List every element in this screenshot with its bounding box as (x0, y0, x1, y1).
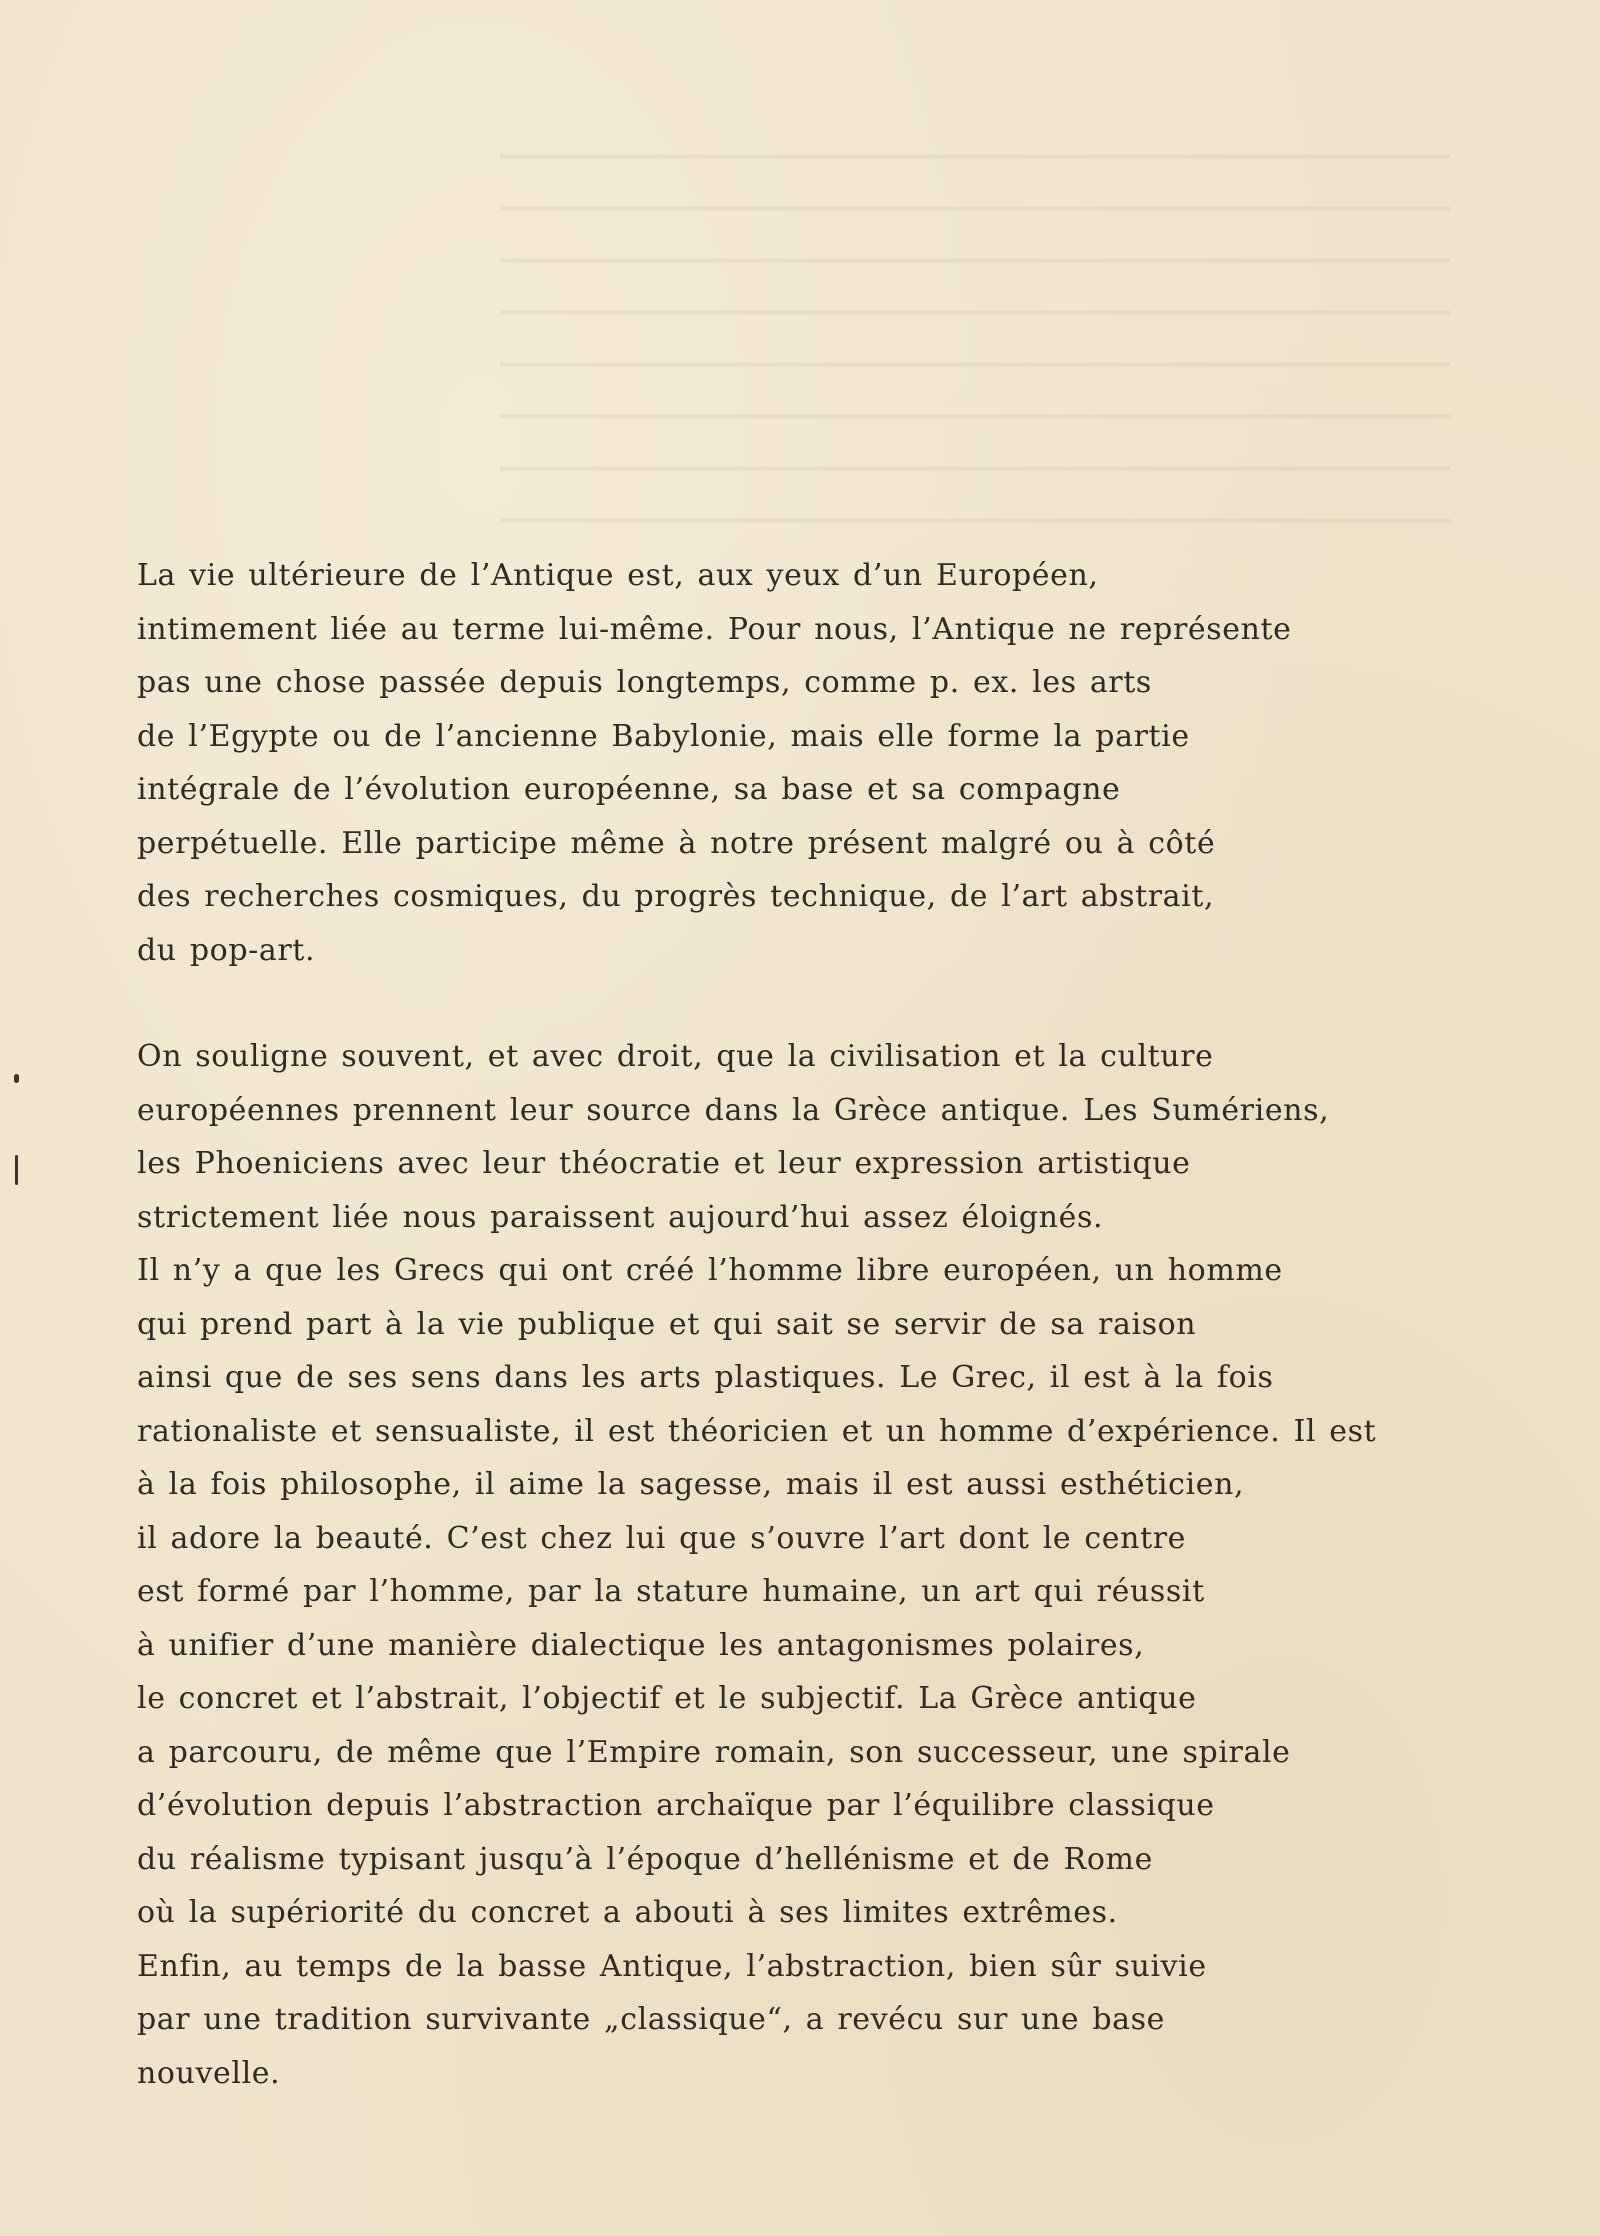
text-line: d’évolution depuis l’abstraction archaïque par l’équilibre classique (137, 1788, 1215, 1823)
text-line: a parcouru, de même que l’Empire romain, son successeur, une spirale (137, 1734, 1291, 1770)
text-line: perpétuelle. Elle participe même à notre présent malgré ou à côté (137, 825, 1216, 861)
text-line: où la supériorité du concret a abouti à ses limites extrêmes. (137, 1895, 1118, 1930)
text-line: à unifier d’une manière dialectique les antagonismes polaires, (137, 1627, 1145, 1663)
text-line: intégrale de l’évolution européenne, sa base et sa compagne (137, 772, 1121, 807)
margin-mark-dot (14, 1074, 19, 1083)
text-line: intimement liée au terme lui-même. Pour nous, l’Antique ne représente (137, 611, 1292, 647)
text-line: du réalisme typisant jusqu’à l’époque d’hellénisme et de Rome (137, 1841, 1153, 1877)
text-line: ainsi que de ses sens dans les arts plastiques. Le Grec, il est à la fois (137, 1360, 1274, 1395)
body-text (137, 549, 1477, 2100)
text-line: à la fois philosophe, il aime la sagesse, mais il est aussi esthéticien, (137, 1467, 1245, 1502)
text-line: le concret et l’abstrait, l’objectif et le subjectif. La Grèce antique (137, 1681, 1197, 1716)
text-line: du pop-art. (137, 932, 316, 968)
text-line: européennes prennent leur source dans la Grèce antique. Les Sumériens, (137, 1092, 1330, 1128)
text-line: les Phoeniciens avec leur théocratie et leur expression artistique (137, 1146, 1191, 1181)
text-line: On souligne souvent, et avec droit, que la civilisation et la culture (137, 1039, 1214, 1074)
text-line: pas une chose passée depuis longtemps, comme p. ex. les arts (137, 665, 1152, 700)
text-line: il adore la beauté. C’est chez lui que s’ouvre l’art dont le centre (137, 1520, 1187, 1556)
text-line: de l’Egypte ou de l’ancienne Babylonie, mais elle forme la partie (137, 718, 1190, 754)
bleed-through-texture (500, 120, 1450, 550)
margin-mark-line (15, 1155, 18, 1185)
text-line: La vie ultérieure de l’Antique est, aux yeux d’un Européen, (137, 558, 1099, 593)
text-line: nouvelle. (137, 2055, 281, 2091)
text-line: des recherches cosmiques, du progrès technique, de l’art abstrait, (137, 879, 1215, 914)
text-line: strictement liée nous paraissent aujourd’hui assez éloignés. (137, 1199, 1104, 1235)
text-line: rationaliste et sensualiste, il est théoricien et un homme d’expérience. Il est (137, 1413, 1377, 1449)
text-line: Il n’y a que les Grecs qui ont créé l’homme libre européen, un homme (137, 1253, 1283, 1288)
text-line: Enfin, au temps de la basse Antique, l’abstraction, bien sûr suivie (137, 1948, 1207, 1984)
paragraph-1 (137, 549, 1477, 977)
text-line: est formé par l’homme, par la stature humaine, un art qui réussit (137, 1574, 1205, 1609)
paragraph-2 (137, 1030, 1477, 2100)
text-line: par une tradition survivante „classique“, a revécu sur une base (137, 2002, 1165, 2037)
text-line: qui prend part à la vie publique et qui sait se servir de sa raison (137, 1306, 1197, 1342)
